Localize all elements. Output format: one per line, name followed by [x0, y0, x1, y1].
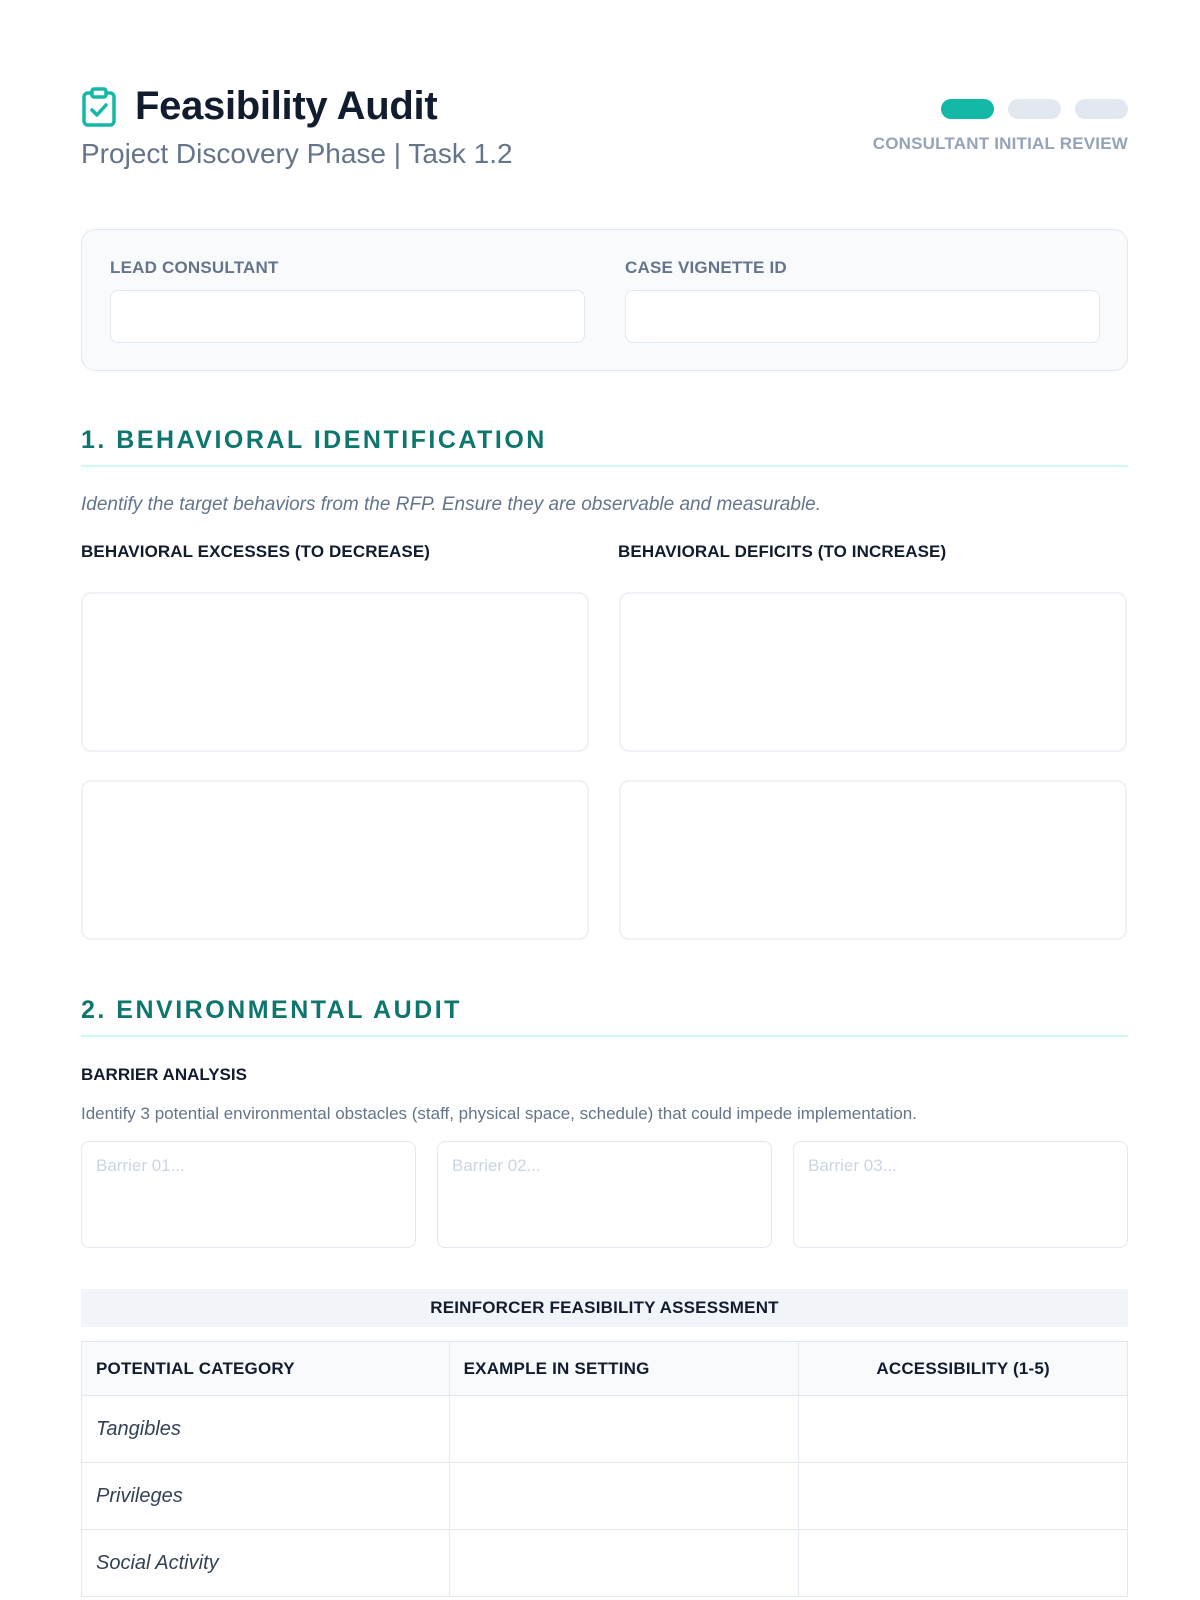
behavioral-deficits-label: BEHAVIORAL DEFICITS (TO INCREASE) [618, 542, 947, 561]
barrier-analysis-description: Identify 3 potential environmental obstacles (staff, physical space, schedule) that could impede implementation. [81, 1104, 917, 1123]
reinforcer-table-caption: REINFORCER FEASIBILITY ASSESSMENT [81, 1289, 1128, 1327]
progress-indicator [941, 99, 1128, 119]
barrier-input-2[interactable]: Barrier 02... [437, 1141, 772, 1248]
table-row [82, 1530, 1128, 1597]
behavioral-deficit-input-2[interactable] [619, 780, 1127, 940]
category-cell: Tangibles [82, 1396, 450, 1463]
table-header-row [82, 1342, 1128, 1396]
example-cell[interactable] [449, 1463, 799, 1530]
column-header-category: POTENTIAL CATEGORY [82, 1342, 450, 1396]
table-row [82, 1396, 1128, 1463]
page-subtitle: Project Discovery Phase | Task 1.2 [81, 138, 513, 169]
stage-label: CONSULTANT INITIAL REVIEW [872, 134, 1128, 153]
progress-step-1 [941, 99, 994, 119]
table-row [82, 1463, 1128, 1530]
behavioral-deficit-input-1[interactable] [619, 592, 1127, 752]
feasibility-audit-page [81, 0, 1128, 1574]
barrier-input-1[interactable]: Barrier 01... [81, 1141, 416, 1248]
barrier-input-3[interactable]: Barrier 03... [793, 1141, 1128, 1248]
behavioral-excesses-label: BEHAVIORAL EXCESSES (TO DECREASE) [81, 542, 431, 561]
clipboard-check-icon [81, 87, 117, 127]
progress-step-2 [1008, 99, 1061, 119]
example-cell[interactable] [449, 1530, 799, 1597]
category-cell: Social Activity [82, 1530, 450, 1597]
title-row [81, 84, 437, 129]
column-header-accessibility: ACCESSIBILITY (1-5) [799, 1342, 1128, 1396]
accessibility-cell[interactable] [799, 1396, 1128, 1463]
behavioral-excess-input-1[interactable] [81, 592, 589, 752]
case-vignette-input[interactable] [625, 290, 1100, 343]
barrier-analysis-heading: BARRIER ANALYSIS [81, 1065, 247, 1084]
meta-card [81, 229, 1128, 371]
page-title: Feasibility Audit [135, 84, 438, 128]
behavioral-excess-input-2[interactable] [81, 780, 589, 940]
page-header [81, 0, 1128, 200]
accessibility-cell[interactable] [799, 1530, 1128, 1597]
accessibility-cell[interactable] [799, 1463, 1128, 1530]
column-header-example: EXAMPLE IN SETTING [449, 1342, 799, 1396]
section-behavioral-identification-title: 1. BEHAVIORAL IDENTIFICATION [81, 426, 1128, 467]
example-cell[interactable] [449, 1396, 799, 1463]
reinforcer-feasibility-table [81, 1341, 1128, 1597]
section-environmental-audit-title: 2. ENVIRONMENTAL AUDIT [81, 996, 1128, 1037]
case-vignette-field-group [625, 258, 1100, 343]
progress-step-3 [1075, 99, 1128, 119]
lead-consultant-field-group [110, 258, 585, 343]
section1-instruction: Identify the target behaviors from the RFP. Ensure they are observable and measurable. [81, 494, 822, 515]
case-vignette-label: CASE VIGNETTE ID [625, 258, 787, 277]
lead-consultant-input[interactable] [110, 290, 585, 343]
lead-consultant-label: LEAD CONSULTANT [110, 258, 279, 277]
category-cell: Privileges [82, 1463, 450, 1530]
